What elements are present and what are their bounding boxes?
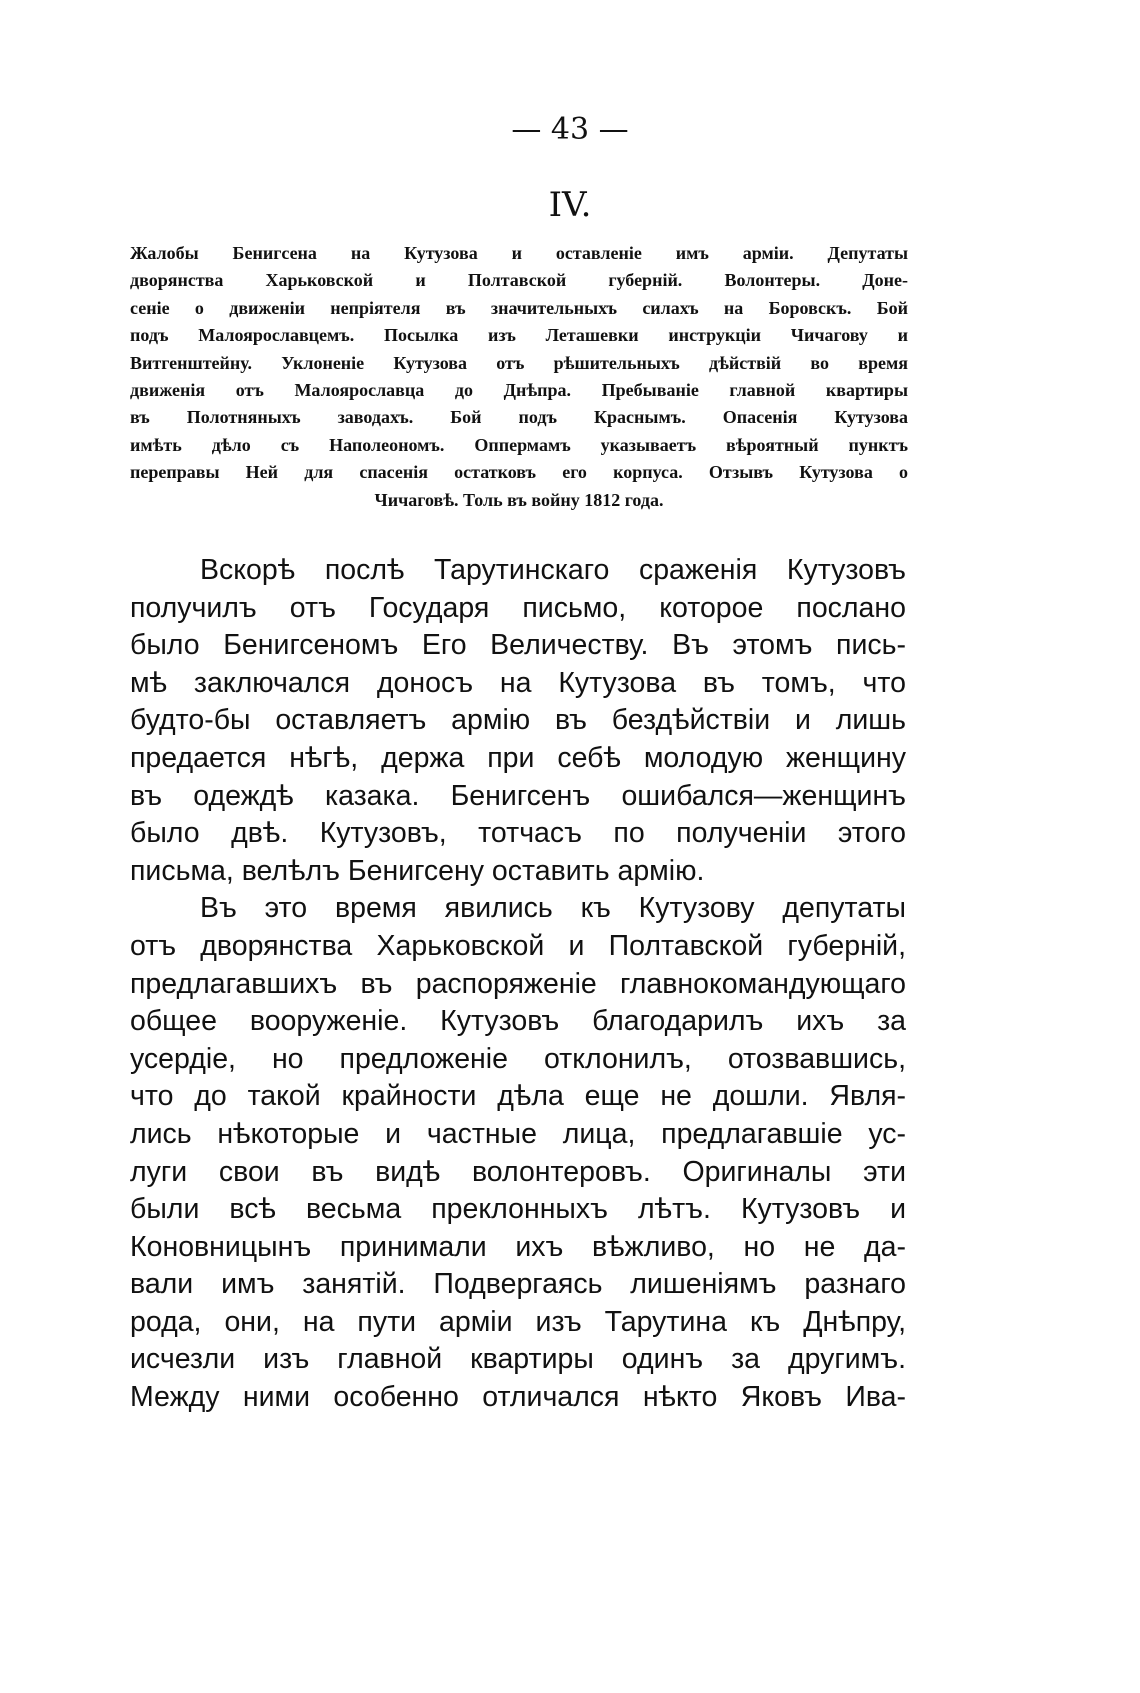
body-line: получилъ отъ Государя письмо, которое послано: [130, 591, 906, 624]
summary-line: въ Полотняныхъ заводахъ. Бой подъ Краснымъ. Опасенія Кутузова: [130, 407, 908, 428]
summary-line: сеніе о движеніи непріятеля въ значительныхъ силахъ на Боровскъ. Бой: [130, 297, 908, 318]
body-line: Между ними особенно отличался нѣкто Яковъ Ива-: [130, 1381, 906, 1414]
body-line: было двѣ. Кутузовъ, тотчасъ по полученіи этого: [130, 817, 906, 850]
body-line: мѣ заключался доносъ на Кутузова въ томъ, что: [130, 666, 906, 699]
summary-line: Витгенштейну. Уклоненіе Кутузова отъ рѣшительныхъ дѣйствій во время: [130, 352, 908, 373]
body-line: Вскорѣ послѣ Тарутинскаго сраженія Кутузовъ: [200, 554, 906, 586]
body-line: отъ дворянства Харьковской и Полтавской губерній,: [130, 929, 906, 962]
body-line: лись нѣкоторые и частные лица, предлагавшіе ус-: [130, 1117, 906, 1150]
summary-line: подъ Малоярославцемъ. Посылка изъ Леташевки инструкціи Чичагову и: [130, 325, 908, 346]
body-line: луги свои въ видѣ волонтеровъ. Оригиналы эти: [130, 1155, 906, 1188]
body-line: въ одеждѣ казака. Бенигсенъ ошибался—женщинъ: [130, 779, 906, 812]
body-line: предается нѣгѣ, держа при себѣ молодую женщину: [130, 741, 906, 774]
body-line: будто-бы оставляетъ армію въ бездѣйствіи и лишь: [130, 704, 906, 737]
body-line: общее вооруженіе. Кутузовъ благодарилъ ихъ за: [130, 1005, 906, 1038]
body-line: письма, велѣлъ Бенигсену оставить армію.: [130, 854, 705, 887]
body-line: исчезли изъ главной квартиры одинъ за другимъ.: [130, 1343, 906, 1376]
summary-line: движенія отъ Малоярославца до Днѣпра. Пребываніе главной квартиры: [130, 379, 908, 400]
body-line: предлагавшихъ въ распоряженіе главнокомандующаго: [130, 967, 906, 1000]
summary-line: переправы Ней для спасенія остатковъ его корпуса. Отзывъ Кутузова о: [130, 462, 908, 483]
body-text: [130, 552, 906, 1417]
body-line: было Бенигсеномъ Его Величеству. Въ этомъ пись-: [130, 629, 906, 662]
summary-line: Жалобы Бенигсена на Кутузова и оставленіе имъ арміи. Депутаты: [130, 243, 908, 263]
chapter-summary: [130, 240, 908, 514]
summary-line: дворянства Харьковской и Полтавской губерній. Волонтеры. Доне-: [130, 270, 908, 291]
summary-line: имѣть дѣло съ Наполеономъ. Оппермамъ указываетъ вѣроятный пунктъ: [130, 434, 908, 455]
body-line: что до такой крайности дѣла еще не дошли. Явля-: [130, 1080, 906, 1113]
body-line: Въ это время явились къ Кутузову депутаты: [200, 892, 906, 925]
chapter-heading: IV.: [548, 185, 592, 225]
body-line: усердіе, но предложеніе отклонилъ, отозвавшись,: [130, 1042, 906, 1075]
summary-line: Чичаговѣ. Толь въ войну 1812 года.: [374, 489, 664, 510]
body-line: рода, они, на пути арміи изъ Тарутина къ Днѣпру,: [130, 1305, 906, 1338]
body-line: Коновницынъ принимали ихъ вѣжливо, но не да-: [130, 1230, 906, 1263]
body-line: были всѣ весьма преклонныхъ лѣтъ. Кутузовъ и: [130, 1193, 906, 1226]
body-line: вали имъ занятій. Подвергаясь лишеніямъ разнаго: [130, 1268, 906, 1301]
page-number: — 43 —: [511, 112, 629, 147]
